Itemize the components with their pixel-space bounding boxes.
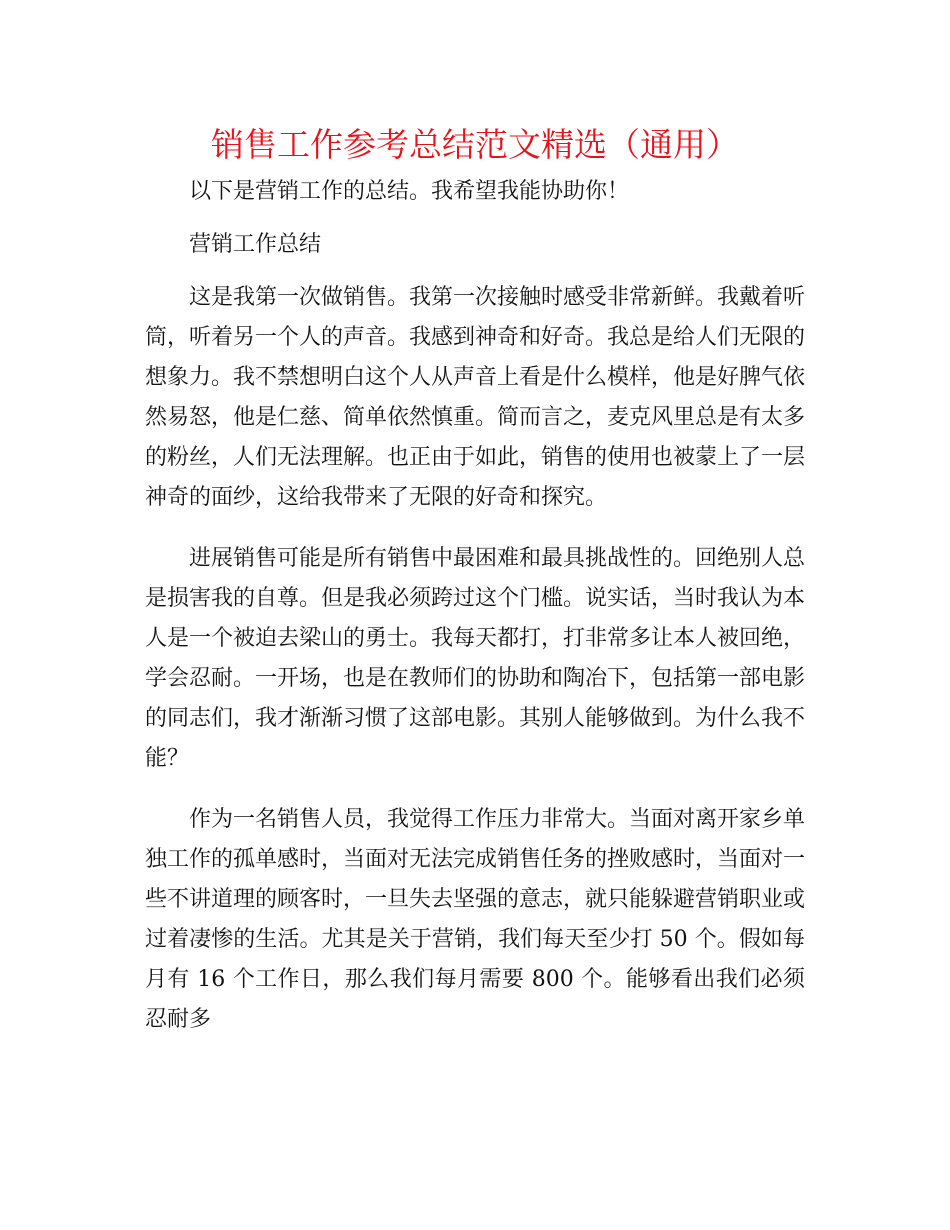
body-paragraph-3: 作为一名销售人员，我觉得工作压力非常大。当面对离开家乡单独工作的孤单感时，当面对无法完成销售任务的挫败感时，当面对一些不讲道理的顾客时，一旦失去坚强的意志，就只能躲避营销职业或过着凄惨的生活。尤其是关于营销，我们每天至少打 50 个。假如每月有 16 个工作日，那么我们每月需要 800 个。能够看出我们必须忍耐多 (145, 807, 806, 1032)
body-paragraph-1: 这是我第一次做销售。我第一次接触时感受非常新鲜。我戴着听筒，听着另一个人的声音。我感到神奇和好奇。我总是给人们无限的想象力。我不禁想明白这个人从声音上看是什么模样，他是好脾气依然易怒，他是仁慈、简单依然慎重。简而言之，麦克风里总是有太多的粉丝，人们无法理解。也正由于如此，销售的使用也被蒙上了一层神奇的面纱，这给我带来了无限的好奇和探究。 (145, 285, 806, 510)
section-heading: 营销工作总结 (189, 232, 322, 257)
body-paragraph-2: 进展销售可能是所有销售中最困难和最具挑战性的。回绝别人总是损害我的自尊。但是我必须跨过这个门槛。说实话，当时我认为本人是一个被迫去梁山的勇士。我每天都打，打非常多让本人被回绝，学会忍耐。一开场，也是在教师们的协助和陶冶下，包括第一部电影的同志们，我才渐渐习惯了这部电影。其别人能够做到。为什么我不能？ (145, 546, 806, 771)
intro-paragraph: 以下是营销工作的总结。我希望我能协助你！ (189, 179, 630, 204)
document-body (145, 172, 805, 1040)
document-title: 销售工作参考总结范文精选（通用） (211, 125, 739, 164)
